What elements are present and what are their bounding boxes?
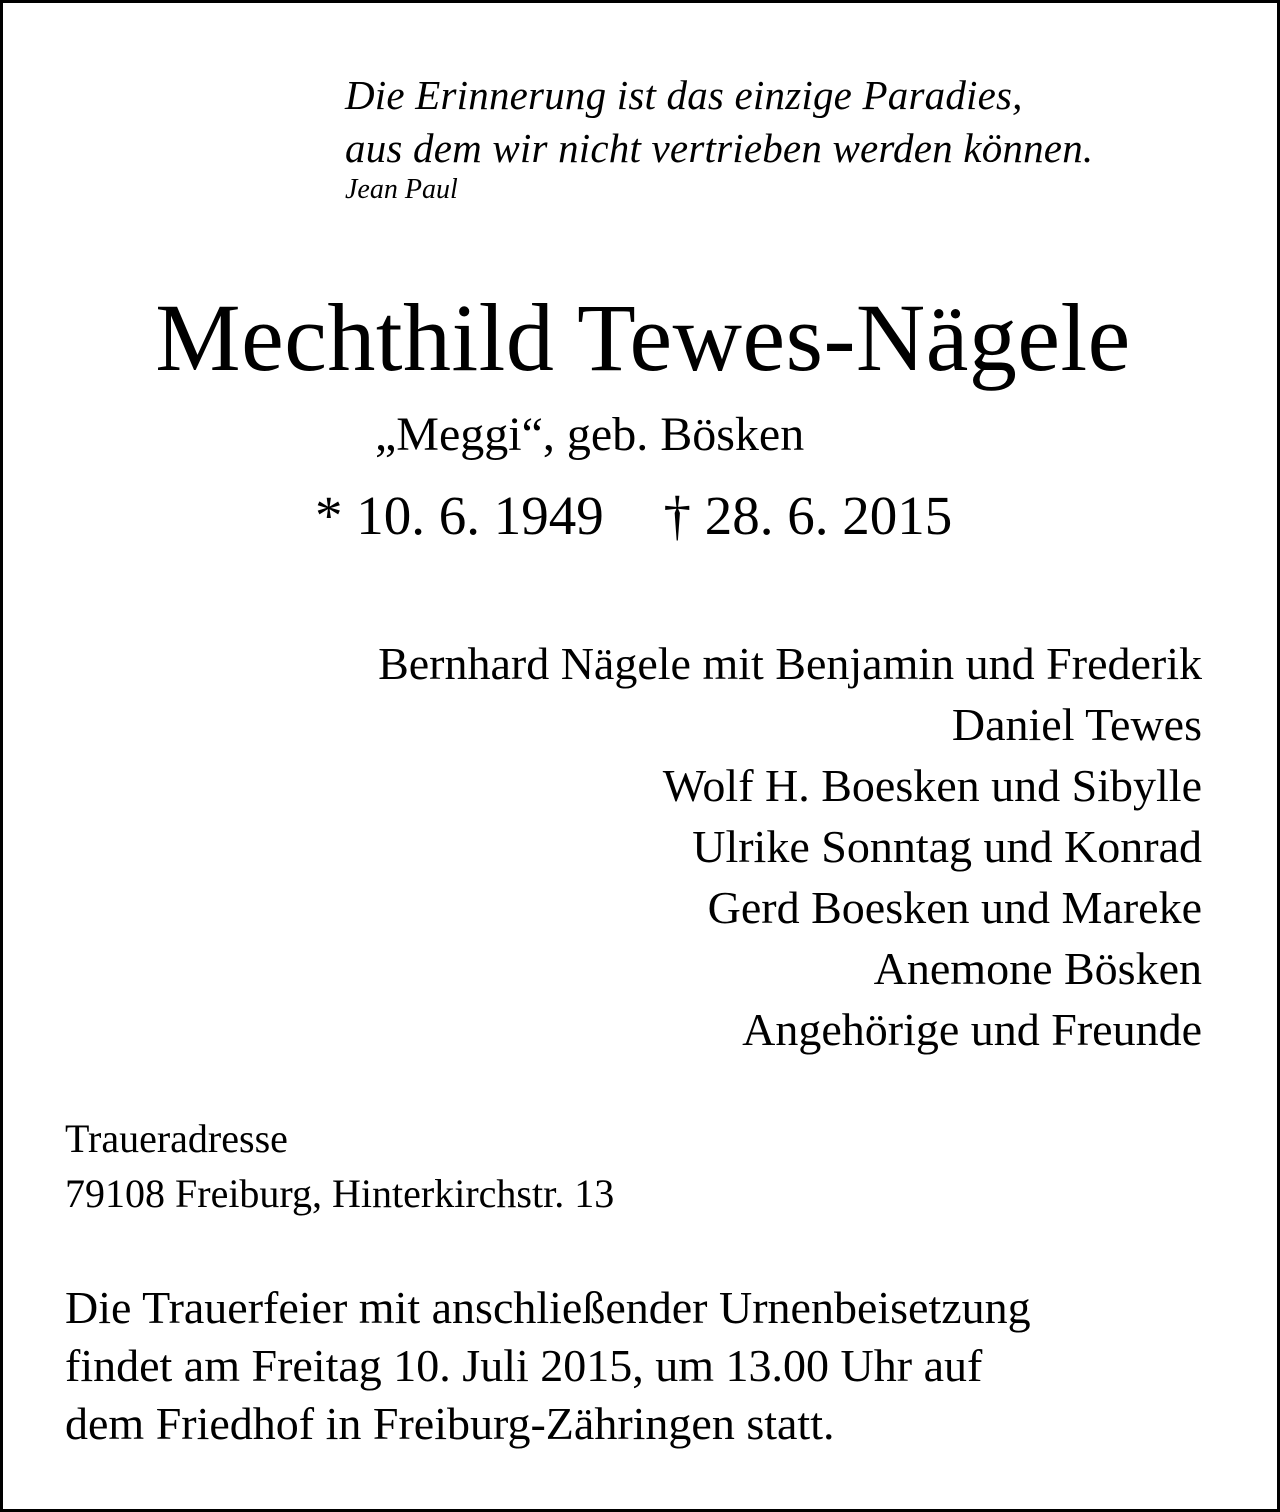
- mourners-list: [378, 633, 1202, 1060]
- mourner-line: Daniel Tewes: [951, 699, 1202, 750]
- mourner-line: Bernhard Nägele mit Benjamin und Frederik: [378, 638, 1202, 689]
- quote-line-2: aus dem wir nicht vertrieben werden können.: [345, 125, 1094, 171]
- address-line: 79108 Freiburg, Hinterkirchstr. 13: [65, 1171, 615, 1216]
- epigraph-quote: [345, 69, 1093, 207]
- ceremony-line-3: dem Friedhof in Freiburg-Zähringen statt.: [65, 1398, 835, 1449]
- quote-author: Jean Paul: [345, 174, 458, 205]
- nickname-maiden-name: „Meggi“, geb. Bösken: [375, 408, 805, 461]
- ceremony-line-2: findet am Freitag 10. Juli 2015, um 13.00 Uhr auf: [65, 1340, 983, 1391]
- mourner-line: Angehörige und Freunde: [742, 1004, 1202, 1055]
- mourner-line: Wolf H. Boesken und Sibylle: [662, 760, 1202, 811]
- ceremony-line-1: Die Trauerfeier mit anschließender Urnenbeisetzung: [65, 1282, 1031, 1333]
- mourner-line: Anemone Bösken: [873, 943, 1202, 994]
- mourning-address: [65, 1111, 614, 1221]
- birth-date: * 10. 6. 1949: [315, 485, 604, 546]
- ceremony-details: [65, 1279, 1031, 1453]
- deceased-name: Mechthild Tewes-Nägele: [155, 284, 1131, 391]
- life-dates: [315, 485, 952, 547]
- quote-line-1: Die Erinnerung ist das einzige Paradies,: [345, 72, 1023, 118]
- mourner-line: Ulrike Sonntag und Konrad: [692, 821, 1202, 872]
- death-date: † 28. 6. 2015: [663, 485, 953, 546]
- address-label: Traueradresse: [65, 1116, 288, 1161]
- mourner-line: Gerd Boesken und Mareke: [707, 882, 1202, 933]
